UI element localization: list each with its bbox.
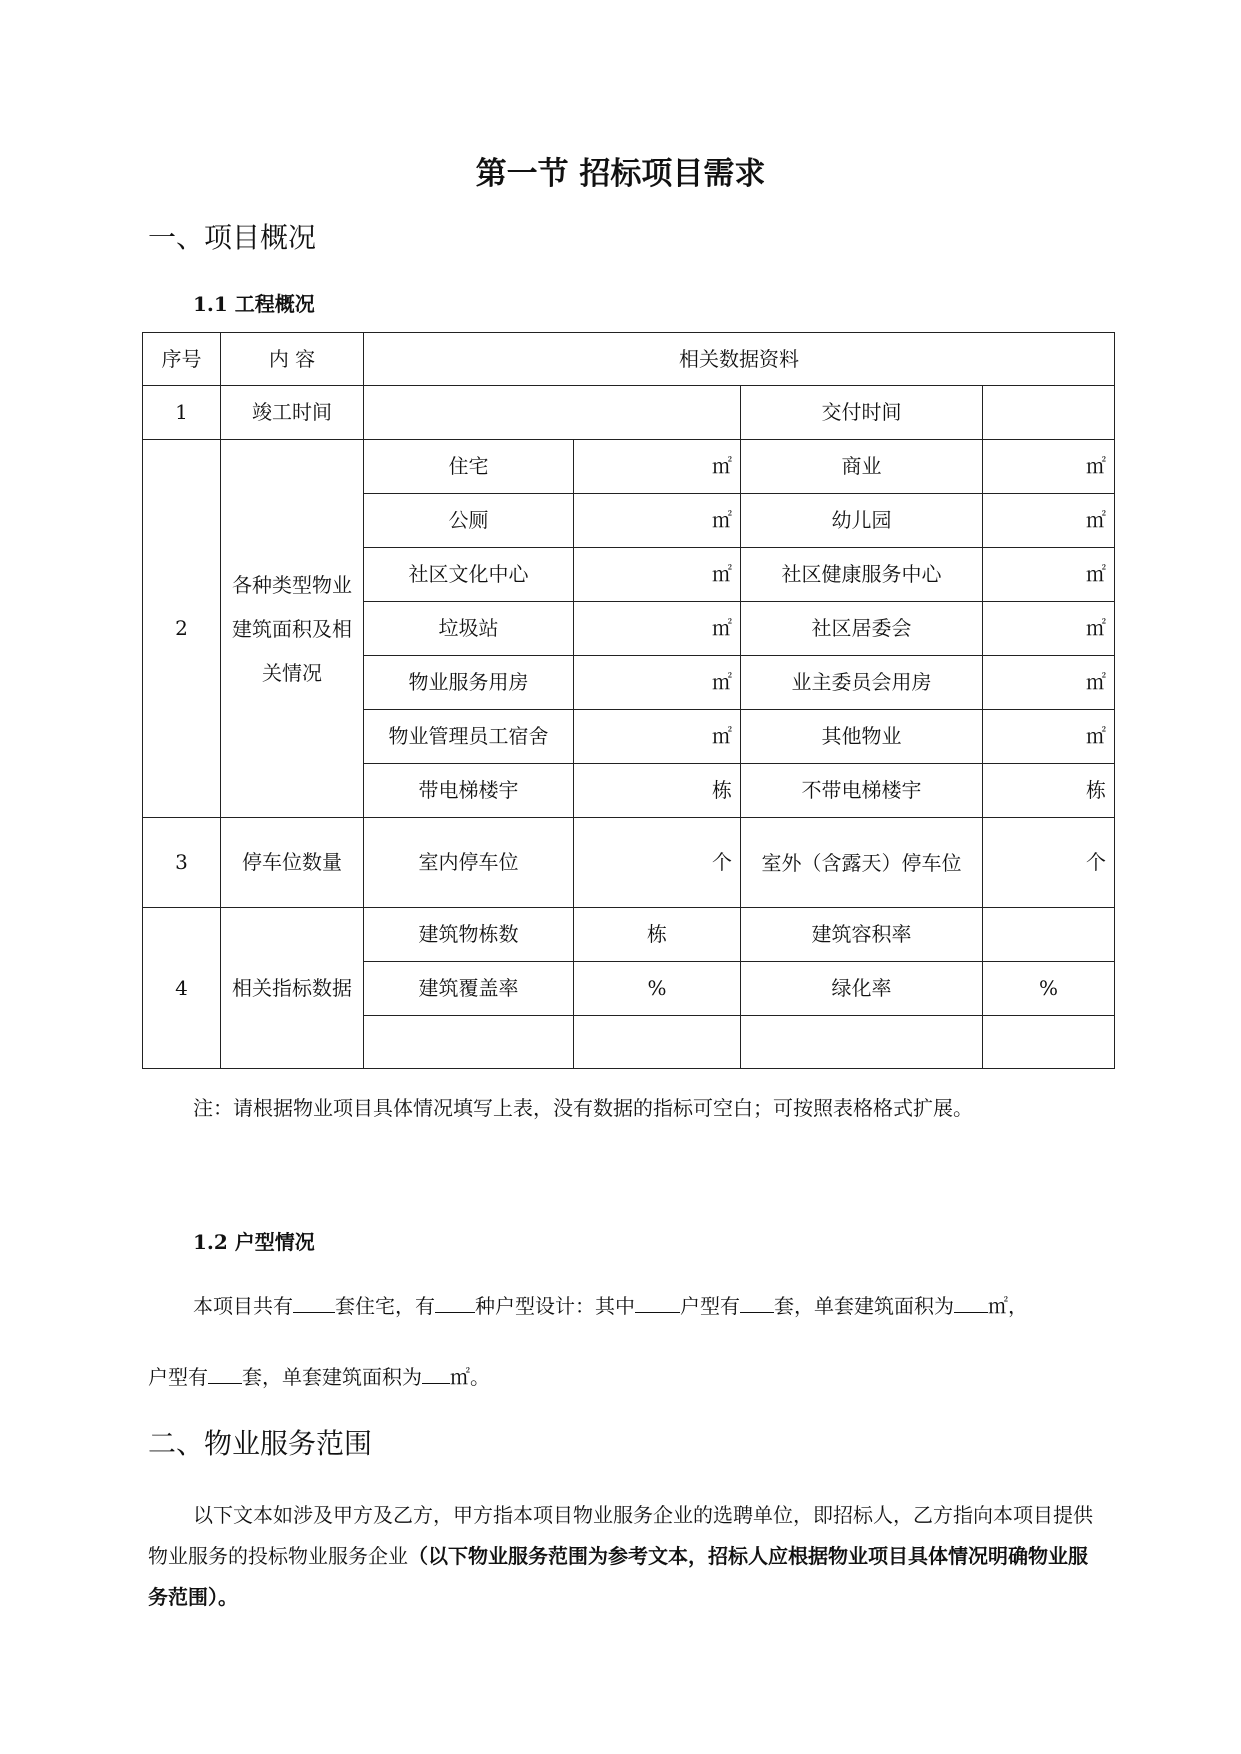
- area-label: 公厕: [364, 494, 574, 548]
- plot-ratio-label: 建筑容积率: [741, 908, 983, 962]
- blank-type-area-2[interactable]: [422, 1362, 450, 1384]
- unit-types-line-2: 户型有 套，单套建筑面积为 ㎡。: [148, 1361, 490, 1390]
- area-unit[interactable]: ㎡: [983, 548, 1115, 602]
- empty-cell[interactable]: [741, 1016, 983, 1069]
- greening-unit[interactable]: %: [983, 962, 1115, 1016]
- completion-time-cell[interactable]: [364, 386, 741, 440]
- area-label: 不带电梯楼宇: [741, 764, 983, 818]
- area-unit[interactable]: ㎡: [983, 440, 1115, 494]
- area-label: 社区居委会: [741, 602, 983, 656]
- indoor-parking-unit[interactable]: 个: [574, 818, 741, 908]
- area-label: 业主委员会用房: [741, 656, 983, 710]
- area-label: 物业服务用房: [364, 656, 574, 710]
- blank-type-name[interactable]: [635, 1291, 680, 1313]
- area-label: 幼儿园: [741, 494, 983, 548]
- area-label: 商业: [741, 440, 983, 494]
- indoor-parking-label: 室内停车位: [364, 818, 574, 908]
- area-unit[interactable]: ㎡: [574, 494, 741, 548]
- row1-no: 1: [143, 386, 221, 440]
- header-content: 内 容: [221, 333, 364, 386]
- row2-label: 各种类型物业建筑面积及相关情况: [221, 440, 364, 818]
- empty-cell[interactable]: [574, 1016, 741, 1069]
- header-data: 相关数据资料: [364, 333, 1115, 386]
- row3-no: 3: [143, 818, 221, 908]
- page-title: 第一节 招标项目需求: [475, 156, 766, 192]
- section-heading-service-scope: 二、物业服务范围: [148, 1427, 373, 1460]
- project-overview-table: [142, 332, 1115, 1069]
- area-label: 带电梯楼宇: [364, 764, 574, 818]
- area-unit[interactable]: ㎡: [574, 548, 741, 602]
- area-unit[interactable]: 栋: [983, 764, 1115, 818]
- row4-label: 相关指标数据: [221, 908, 364, 1069]
- empty-cell[interactable]: [364, 1016, 574, 1069]
- area-unit[interactable]: ㎡: [983, 656, 1115, 710]
- area-label: 社区文化中心: [364, 548, 574, 602]
- area-unit[interactable]: ㎡: [574, 602, 741, 656]
- empty-cell[interactable]: [983, 1016, 1115, 1069]
- outdoor-parking-unit[interactable]: 个: [983, 818, 1115, 908]
- blank-type-count[interactable]: [435, 1291, 475, 1313]
- outdoor-parking-label: 室外（含露天）停车位: [741, 818, 983, 908]
- section-heading-project-overview: 一、项目概况: [148, 221, 317, 254]
- area-label: 社区健康服务中心: [741, 548, 983, 602]
- area-unit[interactable]: ㎡: [983, 710, 1115, 764]
- blank-type-units-2[interactable]: [208, 1362, 242, 1384]
- row4-no: 4: [143, 908, 221, 1069]
- coverage-unit[interactable]: %: [574, 962, 741, 1016]
- row1-label: 竣工时间: [221, 386, 364, 440]
- blank-type-units[interactable]: [740, 1291, 774, 1313]
- area-label: 垃圾站: [364, 602, 574, 656]
- blank-total-units[interactable]: [293, 1291, 335, 1313]
- area-label: 住宅: [364, 440, 574, 494]
- plot-ratio-cell[interactable]: [983, 908, 1115, 962]
- area-label: 物业管理员工宿舍: [364, 710, 574, 764]
- area-unit[interactable]: ㎡: [574, 656, 741, 710]
- area-unit[interactable]: ㎡: [983, 494, 1115, 548]
- area-label: 其他物业: [741, 710, 983, 764]
- row3-label: 停车位数量: [221, 818, 364, 908]
- service-scope-paragraph: 以下文本如涉及甲方及乙方，甲方指本项目物业服务企业的选聘单位，即招标人，乙方指向本项目提供物业服务的投标物业服务企业（以下物业服务范围为参考文本，招标人应根据物业项目具体情况明确物业服务范围）。: [148, 1503, 1093, 1609]
- building-count-unit[interactable]: 栋: [574, 908, 741, 962]
- area-unit[interactable]: ㎡: [574, 710, 741, 764]
- area-unit[interactable]: ㎡: [574, 440, 741, 494]
- greening-label: 绿化率: [741, 962, 983, 1016]
- unit-types-line-1: 本项目共有 套住宅，有 种户型设计：其中 户型有 套，单套建筑面积为 ㎡，: [193, 1290, 1028, 1319]
- header-no: 序号: [143, 333, 221, 386]
- subsection-heading-unit-types: 1.2 户型情况: [193, 1230, 315, 1254]
- area-unit[interactable]: ㎡: [983, 602, 1115, 656]
- subsection-heading-engineering: 1.1 工程概况: [193, 292, 315, 316]
- table-note: 注：请根据物业项目具体情况填写上表，没有数据的指标可空白；可按照表格格式扩展。: [193, 1096, 973, 1120]
- blank-type-area[interactable]: [954, 1291, 988, 1313]
- area-unit[interactable]: 栋: [574, 764, 741, 818]
- delivery-time-cell[interactable]: [983, 386, 1115, 440]
- coverage-label: 建筑覆盖率: [364, 962, 574, 1016]
- building-count-label: 建筑物栋数: [364, 908, 574, 962]
- row1-deliver-label: 交付时间: [741, 386, 983, 440]
- row2-no: 2: [143, 440, 221, 818]
